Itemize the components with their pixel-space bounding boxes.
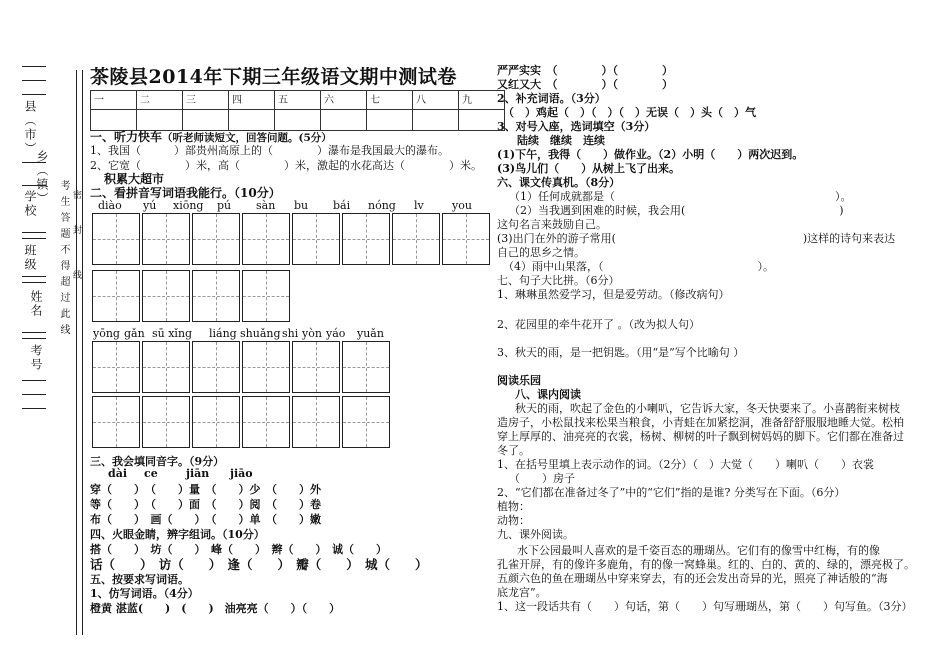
- homophone-pinyin: dài: [108, 467, 127, 480]
- pinyin-label: gǎn: [124, 327, 145, 340]
- writing-cell[interactable]: [192, 270, 240, 322]
- writing-cell[interactable]: [92, 341, 140, 393]
- section-5-heading: 五、按要求写词语。: [90, 573, 189, 586]
- score-col-header: 九: [459, 91, 505, 110]
- writing-cell[interactable]: [142, 213, 190, 265]
- pinyin-label: yòn: [302, 327, 322, 340]
- s1-question-2: 2、它宽（ ）米，高（ ）米，激起的水花高达（ ）米。: [90, 159, 482, 172]
- no-write-notice: 考生答题不得超过此线: [58, 180, 69, 340]
- section-9-heading: 九、课外阅读。: [497, 528, 574, 541]
- r-line: 六、课文传真机。（8分）: [497, 176, 621, 189]
- writing-grid-row-2: [92, 270, 292, 322]
- char-distinguish-row-2: 话（ ） 访（ ） 逢（ ） 瓣（ ） 城（ ）: [90, 557, 428, 572]
- writing-cell[interactable]: [92, 396, 140, 448]
- r-line: （1）任何成就都是（ ）。: [509, 190, 852, 203]
- score-table: [90, 90, 505, 131]
- writing-cell[interactable]: [142, 341, 190, 393]
- passage-line: 造房子，小松鼠找来松果当粮食，小青蛙在加紧挖洞，准备舒舒服服地睡大觉。松柏: [497, 416, 904, 429]
- r-line: （ ）鸡起（ ）（ ）（ ）无误（ ）头（ ）气: [503, 106, 756, 119]
- r-line: （2）当我遇到困难的时候，我会用( ): [509, 204, 844, 217]
- score-cell[interactable]: [367, 110, 413, 131]
- field-school: 学校: [23, 190, 37, 218]
- writing-grid-row-3: [92, 341, 392, 393]
- binding-line-outer: [76, 70, 77, 635]
- passage-line: 冬了。: [497, 444, 530, 457]
- writing-cell[interactable]: [292, 341, 340, 393]
- r-line: 严严实实 （ ）（ ）: [497, 64, 673, 77]
- pinyin-label: diào: [98, 199, 122, 212]
- pinyin-label: yáo: [326, 327, 346, 340]
- r-line: 动物：: [497, 514, 530, 527]
- homophone-row: 等（ ） （ ）面 （ ）阅 （ ）卷: [90, 498, 321, 511]
- homophone-row: 穿（ ） （ ）量 （ ）少 （ ）外: [90, 483, 321, 496]
- pinyin-label: liáng: [209, 327, 237, 340]
- pinyin-label: yōng: [93, 327, 120, 340]
- writing-cell[interactable]: [442, 213, 490, 265]
- seal-mi: 密: [71, 190, 81, 201]
- pinyin-label: bu: [294, 199, 309, 212]
- section-2-heading: 二、看拼音写词语我能行。（10分）: [90, 186, 281, 200]
- writing-grid-row-4: [92, 396, 392, 448]
- subsection-heading: 积累大超市: [104, 172, 165, 186]
- pinyin-label: lv: [414, 199, 424, 212]
- writing-cell[interactable]: [92, 270, 140, 322]
- writing-cell[interactable]: [242, 396, 290, 448]
- passage-line: 水下公园最叫人喜欢的是千姿百态的珊瑚丛。它们有的像雪中红梅，有的像: [517, 544, 880, 557]
- passage-line: 孔雀开屏，有的像许多鹿角，有的像一窝蜂巢。红的、白的、黄的、绿的，漂亮极了。: [497, 558, 915, 571]
- r-line: (3)出门在外的游子常用( )这样的诗句来表达: [497, 232, 896, 245]
- field-name: 姓名: [29, 290, 43, 318]
- r-line: (1)下午，我得（ ）做作业。（2）小明（ ）两次迟到。: [497, 148, 804, 161]
- writing-cell[interactable]: [292, 396, 340, 448]
- passage-line: 底龙宫”。: [497, 586, 547, 599]
- score-col-header: 八: [413, 91, 459, 110]
- passage-line: 五颜六色的鱼在珊瑚丛中穿来穿去，有的还会发出奇异的光，照亮了神话般的“海: [497, 572, 888, 585]
- s1-question-1: 1、我国（ ）部贵州高原上的（ ）瀑布是我国最大的瀑布。: [90, 144, 449, 157]
- pinyin-label: yú: [143, 199, 157, 212]
- writing-cell[interactable]: [192, 396, 240, 448]
- writing-grid-row-1: [92, 213, 492, 265]
- pinyin-label: xiōng: [173, 199, 204, 212]
- writing-cell[interactable]: [142, 270, 190, 322]
- writing-cell[interactable]: [92, 213, 140, 265]
- pinyin-label: sàn: [256, 199, 276, 212]
- writing-cell[interactable]: [342, 396, 390, 448]
- r-line: （ ）房子: [509, 472, 575, 485]
- writing-cell[interactable]: [292, 213, 340, 265]
- passage-line: 秋天的雨，吹起了金色的小喇叭，它告诉大家，冬天快要来了。小喜鹊衔来树枝: [515, 402, 900, 415]
- field-town: 乡（镇）: [35, 150, 49, 206]
- r-line: (3)鸟儿们（ ）从树上飞了出来。: [497, 162, 681, 175]
- passage-line: 穿上厚厚的、油亮亮的衣裳，杨树、柳树的叶子飘到树妈妈的脚下。它们都在准备过: [497, 430, 904, 443]
- r-line: 自己的思乡之情。: [497, 246, 585, 259]
- r-line: 3、秋天的雨，是一把钥匙。（用“是”写个比喻句 ）: [497, 346, 745, 359]
- r-line: 3、对号入座，选词填空（3分）: [497, 120, 656, 133]
- writing-cell[interactable]: [192, 213, 240, 265]
- writing-cell[interactable]: [242, 270, 290, 322]
- field-county: 县（市）: [23, 100, 37, 156]
- seal-xian: 线: [71, 270, 81, 281]
- score-col-header: 六: [321, 91, 367, 110]
- field-class: 班级: [23, 244, 37, 272]
- char-distinguish-row-1: 搭（ ） 坊（ ） 峰（ ） 辫（ ） 诚（ ）: [90, 543, 387, 556]
- r-line: 1、这一段话共有（ ）句话，第（ ）句写珊瑚丛，第（ ）句写鱼。（3分）: [497, 600, 913, 613]
- homophone-pinyin: jiāo: [230, 467, 253, 480]
- binding-line-inner: [82, 70, 83, 635]
- reading-heading: 阅读乐园: [497, 374, 541, 387]
- s5-question-1-line: 橙黄 湛蓝( ) ( ) 油亮亮（ ）（ ）: [90, 602, 341, 615]
- pinyin-label: pú: [217, 199, 232, 212]
- r-line: 植物：: [497, 500, 530, 513]
- score-col-header: 四: [229, 91, 275, 110]
- homophone-pinyin: jiān: [186, 467, 210, 480]
- writing-cell[interactable]: [242, 213, 290, 265]
- homophone-row: 布（ ） 画（ ） （ ）单 （ ）嫩: [90, 513, 321, 526]
- writing-cell[interactable]: [392, 213, 440, 265]
- r-line: （4）雨中山果落，（ ）。: [503, 260, 774, 273]
- s5-question-1: 1、仿写词语。（4分）: [90, 587, 199, 600]
- pinyin-label: shuǎng: [240, 327, 281, 340]
- section-3-heading: 三、我会填同音字。（9分）: [90, 455, 225, 468]
- section-8-heading: 八、课内阅读: [515, 388, 581, 401]
- pinyin-label: nóng: [368, 199, 396, 212]
- score-cell[interactable]: [413, 110, 459, 131]
- pinyin-label: you: [452, 199, 472, 212]
- pinyin-label: sū xǐng: [152, 327, 193, 340]
- writing-cell[interactable]: [342, 341, 390, 393]
- r-line: 1、琳琳虽然爱学习，但是爱劳动。（修改病句）: [497, 288, 730, 301]
- seal-feng: 封: [71, 225, 81, 236]
- pinyin-label: shi: [282, 327, 299, 340]
- writing-cell[interactable]: [242, 341, 290, 393]
- writing-cell[interactable]: [142, 396, 190, 448]
- score-col-header: 三: [183, 91, 229, 110]
- score-col-header: 一: [91, 91, 137, 110]
- pinyin-label: yuǎn: [357, 327, 384, 340]
- r-line: 又红又大 （ ）（ ）: [497, 78, 673, 91]
- exam-title: 茶陵县2014年下期三年级语文期中测试卷: [90, 66, 457, 88]
- field-exam-number: 考号: [29, 344, 43, 372]
- r-line: 2、花园里的牵牛花开了 。（改为拟人句）: [497, 318, 700, 331]
- r-line: 2、补充词语。（3分）: [497, 92, 606, 105]
- pinyin-label: bái: [333, 199, 351, 212]
- score-col-header: 七: [367, 91, 413, 110]
- r-line: 2、“它们都在准备过冬了”中的“它们”指的是谁? 分类写在下面。（6分）: [497, 486, 846, 499]
- r-line: 这句名言来鼓励自己。: [497, 218, 607, 231]
- r-line: 七、句子大比拼。（6分）: [497, 274, 620, 287]
- r-line: 1、在括号里填上表示动作的词。（2分）（ ）大觉（ ）喇叭（ ）衣裳: [497, 458, 874, 471]
- writing-cell[interactable]: [192, 341, 240, 393]
- section-4-heading: 四、火眼金睛，辨字组词。（10分）: [90, 528, 265, 541]
- score-col-header: 二: [137, 91, 183, 110]
- section-1-heading: 一、听力快车（听老师读短文，回答问题。(5分）: [90, 130, 332, 144]
- writing-cell[interactable]: [342, 213, 390, 265]
- r-line: 陆续 继续 连续: [517, 134, 605, 147]
- score-col-header: 五: [275, 91, 321, 110]
- homophone-pinyin: ce: [144, 467, 158, 480]
